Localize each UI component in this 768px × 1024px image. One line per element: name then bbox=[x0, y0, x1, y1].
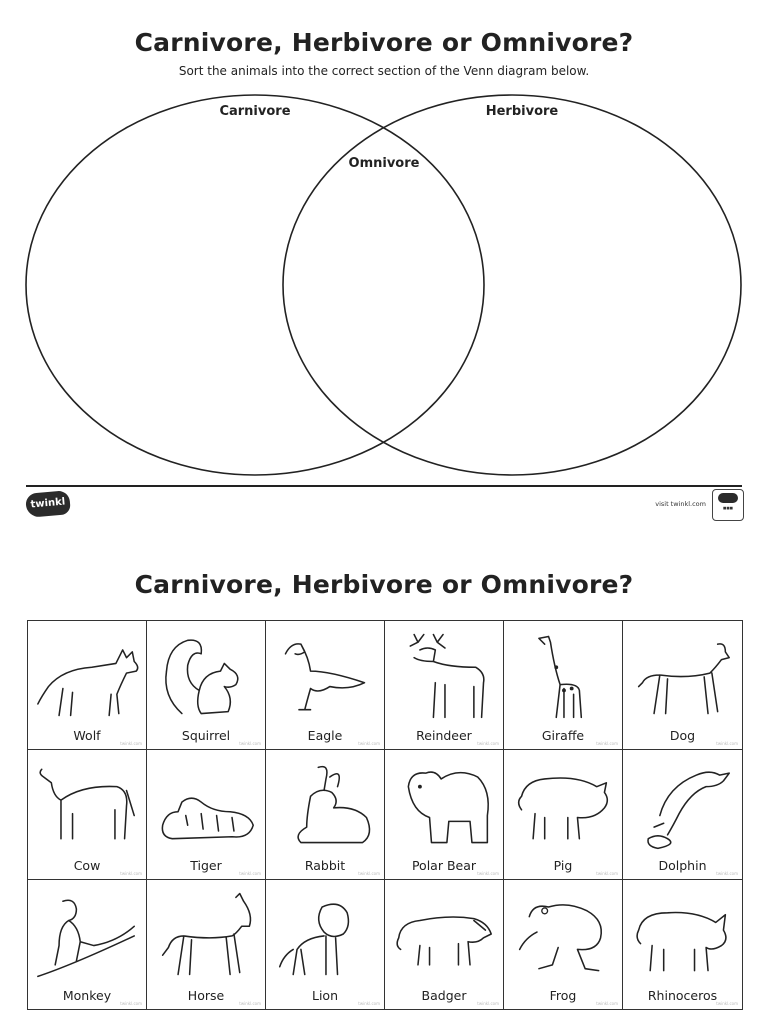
pig-icon bbox=[510, 756, 616, 852]
card-watermark: twinkl.com bbox=[120, 741, 142, 747]
monkey-icon bbox=[34, 886, 140, 982]
animal-card-label: Reindeer bbox=[416, 728, 472, 744]
card-watermark: twinkl.com bbox=[239, 741, 261, 747]
dolphin-icon bbox=[629, 756, 735, 852]
dog-icon bbox=[629, 627, 735, 723]
cow-icon bbox=[34, 756, 140, 852]
quality-badge-icon bbox=[712, 489, 744, 521]
card-watermark: twinkl.com bbox=[358, 1000, 380, 1006]
animal-card-cow bbox=[28, 750, 147, 879]
card-watermark: twinkl.com bbox=[596, 870, 618, 876]
card-watermark: twinkl.com bbox=[477, 1000, 499, 1006]
animal-card-reindeer bbox=[385, 621, 504, 750]
card-watermark: twinkl.com bbox=[239, 870, 261, 876]
animal-card-rabbit bbox=[266, 750, 385, 879]
badger-icon bbox=[391, 886, 497, 982]
animal-card-label: Squirrel bbox=[181, 728, 231, 744]
animal-card-label: Lion bbox=[311, 987, 338, 1003]
venn-right-label: Herbivore bbox=[485, 104, 559, 119]
frog-icon bbox=[510, 886, 616, 982]
animal-card-label: Dog bbox=[669, 728, 696, 744]
animal-card-pig bbox=[504, 750, 623, 879]
worksheet-title: Carnivore, Herbivore or Omnivore? bbox=[134, 28, 634, 57]
animal-card-label: Giraffe bbox=[541, 728, 585, 744]
animal-card-label: Monkey bbox=[62, 987, 112, 1003]
venn-left-circle bbox=[26, 95, 484, 475]
animal-card-label: Badger bbox=[421, 987, 467, 1003]
card-watermark: twinkl.com bbox=[596, 1000, 618, 1006]
animal-card-label: Horse bbox=[187, 987, 225, 1003]
animal-card-label: Frog bbox=[549, 987, 577, 1003]
animal-card-eagle bbox=[266, 621, 385, 750]
visit-link-text: visit twinkl.com bbox=[655, 500, 706, 508]
eagle-icon bbox=[272, 627, 378, 723]
animal-card-frog bbox=[504, 880, 623, 1009]
animal-card-monkey bbox=[28, 880, 147, 1009]
animal-card-dog bbox=[623, 621, 742, 750]
card-watermark: twinkl.com bbox=[596, 741, 618, 747]
animal-card-label: Polar Bear bbox=[411, 857, 477, 873]
venn-left-label: Carnivore bbox=[219, 104, 291, 119]
animal-card-rhinoceros bbox=[623, 880, 742, 1009]
animal-card-giraffe bbox=[504, 621, 623, 750]
card-watermark: twinkl.com bbox=[120, 1000, 142, 1006]
animal-card-wolf bbox=[28, 621, 147, 750]
wolf-icon bbox=[34, 627, 140, 723]
horse-icon bbox=[153, 886, 259, 982]
card-watermark: twinkl.com bbox=[358, 870, 380, 876]
animal-card-label: Pig bbox=[553, 857, 573, 873]
badge-text: ■■■ bbox=[723, 506, 733, 510]
card-watermark: twinkl.com bbox=[716, 1000, 738, 1006]
polar-bear-icon bbox=[391, 756, 497, 852]
animal-card-label: Wolf bbox=[73, 728, 101, 744]
lion-icon bbox=[272, 886, 378, 982]
animal-card-tiger bbox=[147, 750, 266, 879]
card-watermark: twinkl.com bbox=[477, 741, 499, 747]
card-watermark: twinkl.com bbox=[716, 741, 738, 747]
animal-card-label: Eagle bbox=[307, 728, 343, 744]
card-watermark: twinkl.com bbox=[477, 870, 499, 876]
animal-card-horse bbox=[147, 880, 266, 1009]
rhinoceros-icon bbox=[629, 886, 735, 982]
card-watermark: twinkl.com bbox=[716, 870, 738, 876]
card-watermark: twinkl.com bbox=[120, 870, 142, 876]
reindeer-icon bbox=[391, 627, 497, 723]
animal-card-label: Rhinoceros bbox=[647, 987, 718, 1003]
rabbit-icon bbox=[272, 756, 378, 852]
animal-card-label: Dolphin bbox=[658, 857, 707, 873]
animal-card-label: Tiger bbox=[190, 857, 222, 873]
tiger-icon bbox=[153, 756, 259, 852]
venn-diagram bbox=[0, 88, 768, 480]
animal-card-lion bbox=[266, 880, 385, 1009]
venn-overlap-label: Omnivore bbox=[348, 156, 420, 171]
animal-card-label: Rabbit bbox=[304, 857, 346, 873]
animal-card-grid bbox=[27, 620, 743, 1010]
animal-card-squirrel bbox=[147, 621, 266, 750]
animal-card-polar-bear bbox=[385, 750, 504, 879]
venn-right-circle bbox=[283, 95, 741, 475]
animal-card-dolphin bbox=[623, 750, 742, 879]
animal-card-badger bbox=[385, 880, 504, 1009]
worksheet-instructions: Sort the animals into the correct section of the Venn diagram below. bbox=[178, 64, 590, 78]
squirrel-icon bbox=[153, 627, 259, 723]
cards-section-title: Carnivore, Herbivore or Omnivore? bbox=[134, 570, 634, 599]
card-watermark: twinkl.com bbox=[239, 1000, 261, 1006]
giraffe-icon bbox=[510, 627, 616, 723]
twinkl-logo: twinkl bbox=[25, 490, 71, 518]
card-watermark: twinkl.com bbox=[358, 741, 380, 747]
animal-card-label: Cow bbox=[73, 857, 101, 873]
badge-logo-icon bbox=[718, 493, 738, 503]
footer-divider bbox=[26, 485, 742, 487]
